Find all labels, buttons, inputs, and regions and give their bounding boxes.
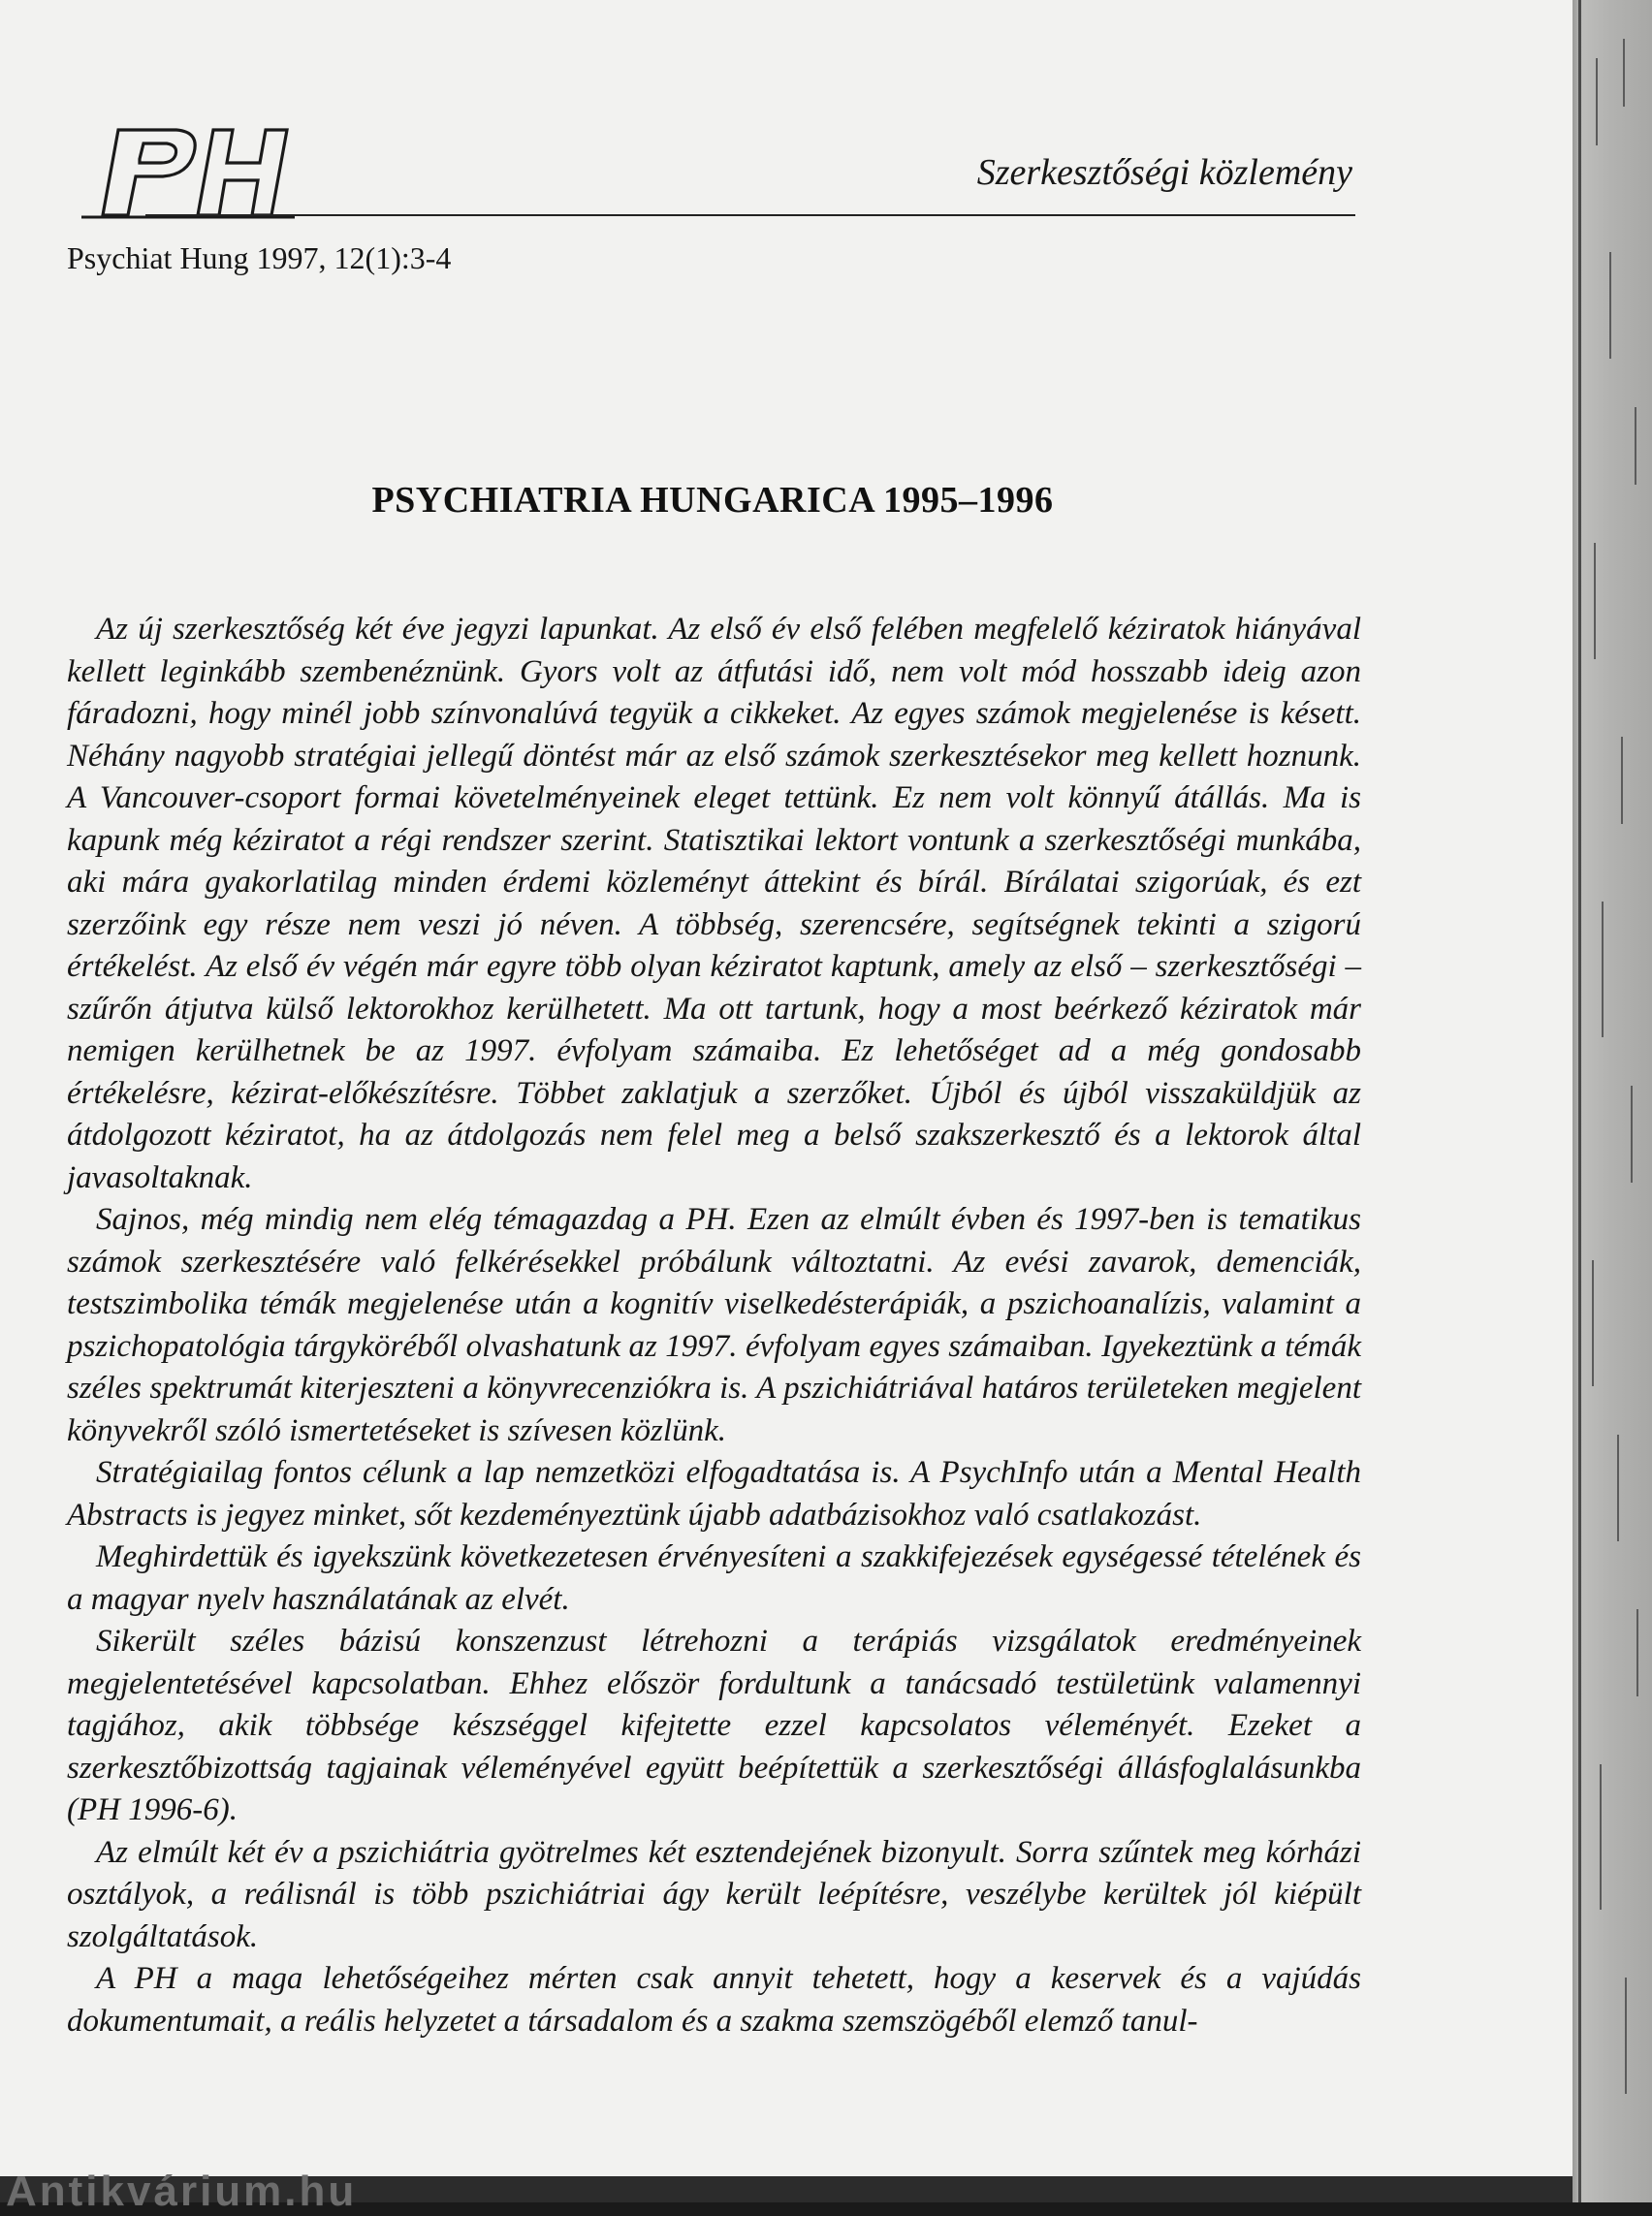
header-rule (145, 214, 1355, 216)
journal-citation: Psychiat Hung 1997, 12(1):3-4 (67, 240, 452, 275)
article-body (67, 609, 1361, 2042)
paragraph: Sikerült széles bázisú konszenzust létrehozni a terápiás vizsgálatok eredményeinek megjelentetésével kapcsolatban. Ehhez először fordultunk a tanácsadó testületünk valamennyi tagjához, akik többsége készséggel kifejtette ezzel kapcsolatos véleményét. Ezeket a szerkesztőbizottság tagjainak véleményével együtt beépítettük a szerkesztőségi állásfoglalásunkba (PH 1996-6). (67, 1624, 1361, 1827)
paragraph: Az elmúlt két év a pszichiátria gyötrelmes két esztendejének bizonyult. Sorra szűntek meg kórházi osztályok, a reálisnál is több pszichiátriai ágy került leépítésre, veszélybe kerültek jól kiépült szolgáltatások. (67, 1834, 1361, 1954)
article-title: PSYCHIATRIA HUNGARICA 1995–1996 (371, 480, 1054, 521)
paragraph: Meghirdettük és igyekszünk következetesen érvényesíteni a szakkifejezések egységessé tételének és a magyar nyelv használatának az elvét. (67, 1539, 1361, 1617)
paragraph: Sajnos, még mindig nem elég témagazdag a PH. Ezen az elmúlt évben és 1997-ben is tematikus számok szerkesztésére való felkérésekkel próbálunk változtatni. Az evési zavarok, demenciák, testszimbolika témák megjelenése után a kognitív viselkedésterápiák, a pszichoanalízis, valamint a pszichopatológia tárgyköréből olvashatunk az 1997. évfolyam egyes számaiban. Igyekeztünk a témák széles spektrumát kiterjeszteni a könyvrecenziókra is. A pszichiátriával határos területeken megjelent könyvekről szóló ismertetéseket is szívesen közlünk. (67, 1202, 1361, 1448)
section-label: Szerkesztőségi közlemény (976, 152, 1352, 193)
paragraph: A PH a maga lehetőségeihez mérten csak annyit tehetett, hogy a keservek és a vajúdás dokumentumait, a reális helyzetet a társadalom és a szakma szemszögéből elemző tanul- (67, 1961, 1361, 2039)
paragraph: Az új szerkesztőség két éve jegyzi lapunkat. Az első év első felében megfelelő kéziratok hiányával kellett leginkább szembenéznünk. Gyors volt az átfutási idő, nem volt mód hosszabb ideig azon fáradozni, hogy minél jobb színvonalúvá tegyük a cikkeket. Az egyes számok megjelenése is késett. Néhány nagyobb stratégiai jellegű döntést már az első számok szerkesztésekor meg kellett hoznunk. A Vancouver-csoport formai követelményeinek eleget tettünk. Ez nem volt könnyű átállás. Ma is kapunk még kéziratot a régi rendszer szerint. Statisztikai lektort vontunk a szerkesztőségi munkába, aki mára gyakorlatilag minden érdemi közleményt áttekint és bírál. Bírálatai szigorúak, és ezt szerzőink egy része nem veszi jó néven. A többség, szerencsére, segítségnek tekinti a szigorú értékelést. Az első év végén már egyre több olyan kéziratot kaptunk, amely az első – szerkesztőségi – szűrőn átjutva külső lektorokhoz kerülhetett. Ma ott tartunk, hogy a most beérkező kéziratok már nemigen kerülhetnek be az 1997. évfolyam számaiba. Ez lehetőséget ad a még gondosabb értékelésre, kézirat-előkészítésre. Többet zaklatjuk a szerzőket. Újból és újból visszaküldjük az átdolgozott kéziratot, ha az átdolgozás nem felel meg a belső szakszerkesztő és a lektorok által javasoltaknak. (67, 612, 1361, 1195)
show-through-shadow (969, 89, 977, 122)
paragraph: Stratégiailag fontos célunk a lap nemzetközi elfogadtatása is. A PsychInfo után a Mental Health Abstracts is jegyez minket, sőt kezdeményeztünk újabb adatbázisokhoz való csatlakozást. (67, 1455, 1361, 1533)
site-watermark: Antikvárium.hu (6, 2168, 358, 2215)
ph-logo (81, 124, 295, 221)
book-page-edge (1573, 0, 1652, 2202)
